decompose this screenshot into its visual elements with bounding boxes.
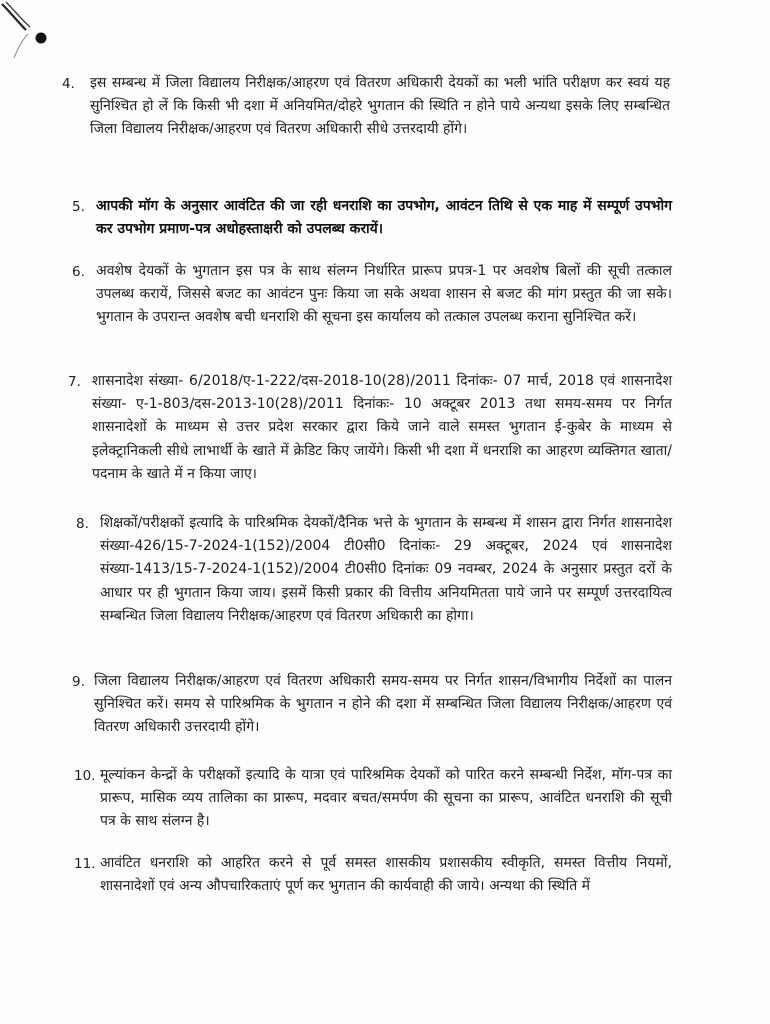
clause-text: शिक्षकों/परीक्षकों इत्यादि के पारिश्रमिक देयकों/दैनिक भत्ते के भुगतान के सम्बन्ध में शासन द्वारा निर्गत शासनादेश संख्या-426/15-7-2024-1(152)/2004 टी0सी0 दिनांकः- 29 अक्टूबर, 2024 एवं शासनादेश संख्या-1413/15-7-2024-1(152)/2004 टी0सी0 दिनांकः 09 नवम्बर, 2024 के अनुसार प्रस्तुत दरों के आधार पर ही भुगतान किया जाय। इसमें किसी प्रकार की वित्तीय अनियमितता पाये जाने पर सम्पूर्ण उत्तरदायित्व सम्बन्धित जिला विद्यालय निरीक्षक/आहरण एवं वितरण अधिकारी का होगा।	[100, 515, 672, 624]
clause-text: शासनादेश संख्या- 6/2018/ए-1-222/दस-2018-10(28)/2011 दिनांकः- 07 मार्च, 2018 एवं शासनादेश संख्या- ए-1-803/दस-2013-10(28)/2011 दिनांकः- 10 अक्टूबर 2013 तथा समय-समय पर निर्गत शासनादेशों के माध्यम से उत्तर प्रदेश सरकार द्वारा किये जाने वाले समस्त भुगतान ई-कुबेर के माध्यम से इलेक्ट्रानिकली सीधे लाभार्थी के खाते में क्रेडिट किए जायेंगे। किसी भी दशा में धनराशि का आहरण व्यक्तिगत खाता/पदनाम के खाते में न किया जाए।	[92, 373, 672, 482]
clause-text: जिला विद्यालय निरीक्षक/आहरण एवं वितरण अधिकारी समय-समय पर निर्गत शासन/विभागीय निर्देशों का पालन सुनिश्चित करें। समय से पारिश्रमिक के भुगतान न होने की दशा में सम्बन्धित जिला विद्यालय निरीक्षक/आहरण एवं वितरण अधिकारी उत्तरदायी होंगे।	[94, 673, 672, 736]
clause-number: 5.	[72, 199, 85, 215]
clause-text: इस सम्बन्ध में जिला विद्यालय निरीक्षक/आहरण एवं वितरण अधिकारी देयकों का भली भांति परीक्षण कर स्वयं यह सुनिश्चित हो लें कि किसी भी दशा में अनियमित/दोहरे भुगतान की स्थिति न होने पाये अन्यथा इसके लिए सम्बन्धित जिला विद्यालय निरीक्षक/आहरण एवं वितरण अधिकारी सीधे उत्तरदायी होंगे।	[90, 75, 670, 138]
clause-number: 10.	[74, 768, 96, 784]
staple-punch-mark	[0, 0, 60, 70]
clause-number: 9.	[72, 674, 85, 690]
clause-number: 4.	[62, 76, 75, 92]
clause-text: आपकी मॉग के अनुसार आवंटित की जा रही धनराशि का उपभोग, आवंटन तिथि से एक माह में सम्पूर्ण उपभोग कर उपभोग प्रमाण-पत्र अधोहस्ताक्षरी को उपलब्ध करायें।	[96, 198, 672, 238]
clause-number: 8.	[76, 516, 89, 532]
clause-number: 11.	[74, 856, 96, 872]
clause-text: मूल्यांकन केन्द्रों के परीक्षकों इत्यादि के यात्रा एवं पारिश्रमिक देयकों को पारित करने सम्बन्धी निर्देश, मॉग-पत्र का प्रारूप, मासिक व्यय तालिका का प्रारूप, मदवार बचत/समर्पण की सूचना का प्रारूप, आवंटित धनराशि की सूची पत्र के साथ संलग्न है।	[100, 767, 672, 830]
clause-number: 6.	[72, 264, 85, 280]
clause-text: आवंटित धनराशि को आहरित करने से पूर्व समस्त शासकीय प्रशासकीय स्वीकृति, समस्त वित्तीय नियमों, शासनादेशों एवं अन्य औपचारिकताएं पूर्ण कर भुगतान की कार्यवाही की जाये। अन्यथा की स्थिति में	[100, 855, 672, 895]
clause-text: अवशेष देयकों के भुगतान इस पत्र के साथ संलग्न निर्धारित प्रारूप प्रपत्र-1 पर अवशेष बिलों की सूची तत्काल उपलब्ध करायें, जिससे बजट का आवंटन पुनः किया जा सके अथवा शासन से बजट की मांग प्रस्तुत की जा सके। भुगतान के उपरान्त अवशेष बची धनराशि की सूचना इस कार्यालय को तत्काल उपलब्ध कराना सुनिश्चित करें।	[96, 263, 672, 326]
clause-number: 7.	[68, 374, 81, 390]
